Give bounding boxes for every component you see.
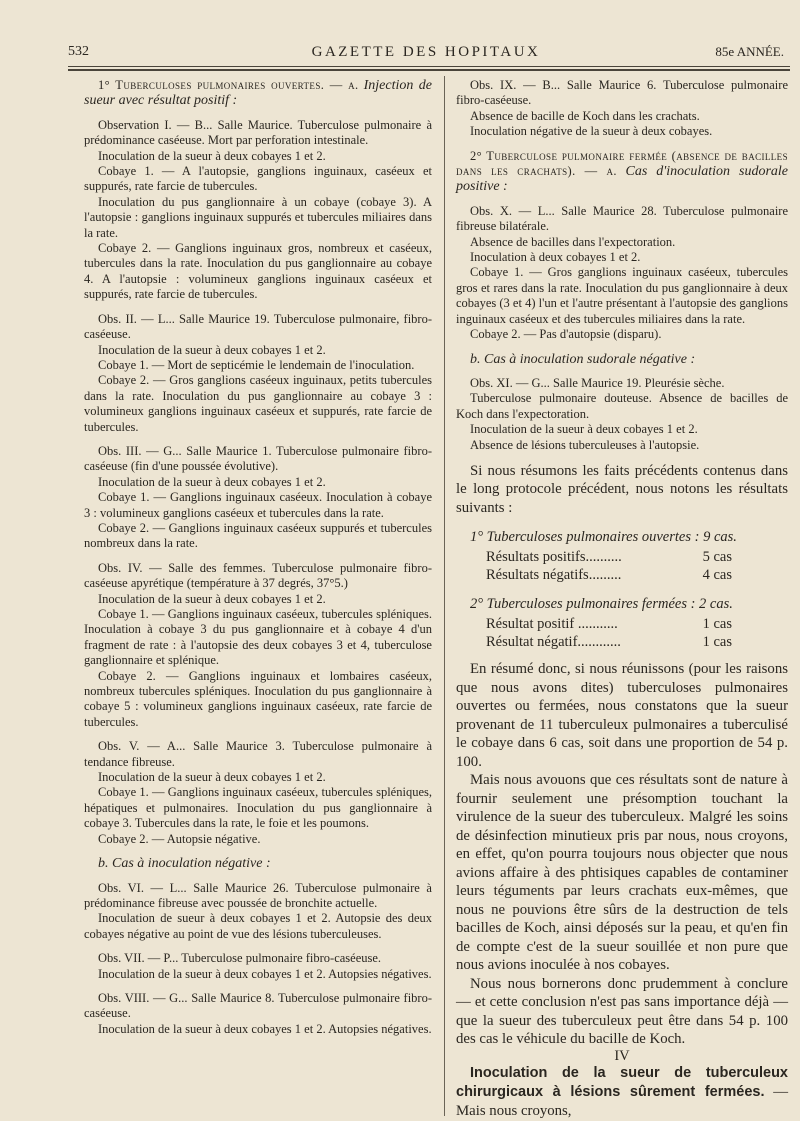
obs1-line: Inoculation du pus ganglionnaire à un cobaye (cobaye 3). A l'autopsie : ganglions inguinaux suppurés et tubercules miliaires dans la rate.: [84, 194, 432, 240]
obs11-heading: Obs. XI. — G... Salle Maurice 19. Pleurésie sèche.: [470, 375, 725, 390]
obs1-line: Cobaye 1. — A l'autopsie, ganglions inguinaux, caséeux et suppurés, rate farcie de tubercules.: [84, 164, 432, 194]
obs10-line: Cobaye 2. — Pas d'autopsie (disparu).: [470, 327, 662, 342]
result-row: [456, 566, 788, 584]
result-label: Résultats négatifs.........: [486, 567, 622, 584]
section1-heading: 1° Tuberculoses pulmonaires ouvertes. — a.: [98, 78, 359, 92]
obs5-heading: Obs. V. — A... Salle Maurice 3. Tuberculose pulmonaire à tendance fibreuse.: [84, 739, 432, 769]
section2-subheading: Cas d'inoculation sudorale positive :: [456, 164, 788, 195]
obs11-line: Absence de lésions tuberculeuses à l'autopsie.: [470, 437, 700, 452]
obs2-line: Cobaye 1. — Mort de septicémie le lendemain de l'inoculation.: [98, 357, 415, 372]
summary-paragraph: Mais nous avouons que ces résultats sont de nature à fournir seulement une présomption touchant la virulence de la sueur des tuberculeux. Malgré les soins de désinfection minutieux pris par nous, nous croyons, en effet, qu'on pourra toujours nous objecter que nous avions affaire à des phtisiques capables de contaminer leurs téguments par leurs crachats eux-mêmes, que nous ne pouvions être sûrs de la destruction de tels bacilles de Koch, ainsi déposés sur la peau, et qu'en fin de compte c'est de la sueur souillée et non pure que nous avions inoculée à nos cobayes.: [456, 772, 788, 974]
obs4-line: Cobaye 2. — Ganglions inguinaux et lombaires caséeux, nombreux tubercules spléniques. Inoculation du pus ganglionnaire à cobaye 5 : volumineux ganglions inguinaux caséeux, rate farcie de tubercules.: [84, 668, 432, 729]
obs7-line: Inoculation de la sueur à deux cobayes 1 et 2. Autopsies négatives.: [98, 966, 432, 981]
obs10-heading: Obs. X. — L... Salle Maurice 28. Tuberculose pulmonaire fibreuse bilatérale.: [456, 203, 788, 234]
obs4-line: Inoculation de la sueur à deux cobayes 1 et 2.: [98, 591, 326, 606]
obs10-line: Inoculation à deux cobayes 1 et 2.: [470, 250, 641, 265]
obs10-line: Absence de bacilles dans l'expectoration.: [470, 234, 676, 249]
obs5-line: Inoculation de la sueur à deux cobayes 1 et 2.: [98, 770, 326, 785]
obs8-line: Inoculation de la sueur à deux cobayes 1 et 2. Autopsies négatives.: [98, 1021, 432, 1036]
summary-paragraph: Nous nous bornerons donc prudemment à conclure — et cette conclusion n'est pas sans importance déjà — que la sueur des tuberculeux peut être dans 54 p. 100 des cas le véhicule du bacille de Koch.: [456, 975, 788, 1048]
column-divider: [444, 76, 445, 1116]
results-closed-heading: 2° Tuberculoses pulmonaires fermées : 2 cas.: [470, 596, 733, 613]
obs3-heading: Obs. III. — G... Salle Maurice 1. Tuberculose pulmonaire fibro-caséeuse (fin d'une poussée évolutive).: [84, 443, 432, 474]
section-b2-heading: b. Cas à inoculation sudorale négative :: [470, 351, 696, 367]
result-label: Résultats positifs..........: [486, 549, 622, 566]
obs6-heading: Obs. VI. — L... Salle Maurice 26. Tuberculose pulmonaire à prédominance fibreuse avec poussée de bronchite actuelle.: [84, 880, 432, 910]
obs9-line: Inoculation négative de la sueur à deux cobayes.: [470, 124, 713, 139]
result-row: [456, 633, 788, 651]
section2-heading: 2° Tuberculose pulmonaire fermée (absence de bacilles dans les crachats). — a.: [456, 148, 788, 179]
journal-title: GAZETTE DES HOPITAUX: [311, 44, 541, 60]
obs4-line: Cobaye 1. — Ganglions inguinaux caséeux, tubercules spléniques. Inoculation à cobaye 3 du pus ganglionnaire et à cobaye 4 d'un fragment de rate : à l'autopsie des deux cobayes 3 et 4, tuberculose ganglionnaire et splénique.: [84, 607, 432, 668]
result-value: 5 cas: [702, 549, 732, 566]
result-row: [456, 615, 788, 633]
result-label: Résultat négatif............: [486, 634, 621, 651]
right-column: [456, 78, 788, 1121]
summary-paragraph: En résumé donc, si nous réunissons (pour les raisons que nous avons dites) tuberculoses pulmonaires ouvertes ou fermées, nous constatons que la sueur provenant de 11 tuberculeux pulmonaires a tuberculisé le cobaye dans 6 cas, soit dans une proportion de 54 p. 100.: [456, 661, 788, 770]
obs2-heading: Obs. II. — L... Salle Maurice 19. Tuberculose pulmonaire, fibro-caséeuse.: [84, 311, 432, 342]
year-label: 85e ANNÉE.: [715, 44, 784, 59]
obs11-line: Inoculation de la sueur à deux cobayes 1 et 2.: [470, 422, 698, 437]
obs5-line: Cobaye 1. — Ganglions inguinaux caséeux, tubercules spléniques, hépatiques et pulmonaires. Inoculation du pus ganglionnaire à cobaye 3. Tubercules dans la rate, le foie et les poumons.: [84, 785, 432, 831]
summary-intro: Si nous résumons les faits précédents contenus dans le long protocole précédent, nous notons les résultats suivants :: [456, 462, 788, 516]
header-rule: [68, 66, 790, 67]
obs9-line: Absence de bacille de Koch dans les crachats.: [470, 108, 700, 123]
results-open-heading: 1° Tuberculoses pulmonaires ouvertes : 9 cas.: [470, 529, 737, 546]
obs6-line: Inoculation de sueur à deux cobayes 1 et 2. Autopsie des deux cobayes négative au point de vue des lésions tuberculeuses.: [84, 911, 432, 941]
result-value: 1 cas: [702, 616, 732, 633]
obs1-heading: Observation I. — B... Salle Maurice. Tuberculose pulmonaire à prédominance caséeuse. Mort par perforation intestinale.: [84, 117, 432, 148]
left-column: [84, 78, 432, 1037]
obs2-line: Inoculation de la sueur à deux cobayes 1 et 2.: [98, 342, 326, 357]
page-header: [68, 44, 784, 66]
section1-subheading: Injection de sueur avec résultat positif :: [84, 78, 433, 109]
obs3-line: Cobaye 1. — Ganglions inguinaux caséeux. Inoculation à cobaye 3 : volumineux ganglions caséeux et tubercules dans la rate.: [84, 490, 432, 520]
obs3-line: Cobaye 2. — Ganglions inguinaux caséeux suppurés et tubercules nombreux dans la rate.: [84, 520, 432, 551]
obs10-line: Cobaye 1. — Gros ganglions inguinaux caséeux, tubercules gros et rares dans la rate. Inoculation du pus ganglionnaire à deux cobayes (3 et 4) l'un et l'autre présentant à l'autopsie des ganglions inguinaux caséeux et des tubercules miliaires dans la rate.: [456, 265, 789, 326]
result-label: Résultat positif ...........: [486, 616, 618, 633]
result-value: 1 cas: [702, 634, 732, 651]
result-row: [456, 548, 788, 566]
section4-heading: Inoculation de la sueur de tuberculeux chirurgicaux à lésions sûrement fermées.: [456, 1065, 788, 1101]
obs11-line: Tuberculose pulmonaire douteuse. Absence de bacilles de Koch dans l'expectoration.: [456, 391, 788, 421]
obs1-line: Inoculation de la sueur à deux cobayes 1 et 2.: [98, 148, 326, 163]
page-number: 532: [68, 44, 89, 59]
section-b-heading: b. Cas à inoculation négative :: [98, 856, 271, 872]
obs4-heading: Obs. IV. — Salle des femmes. Tuberculose pulmonaire fibro-caséeuse apyrétique (température à 37 degrés, 37°5.): [84, 560, 432, 591]
obs7-heading: Obs. VII. — P... Tuberculose pulmonaire fibro-caséeuse.: [98, 951, 382, 966]
obs9-heading: Obs. IX. — B... Salle Maurice 6. Tuberculose pulmonaire fibro-caséeuse.: [456, 78, 788, 108]
header-rule-thick: [68, 69, 790, 71]
result-value: 4 cas: [702, 567, 732, 584]
obs1-line: Cobaye 2. — Ganglions inguinaux gros, nombreux et caséeux, tubercules dans la rate. Inoculation du pus ganglionnaire au cobaye 4. A l'autopsie : volumineux ganglions inguinaux caséeux et suppurés, rate farcie de tubercules.: [84, 241, 432, 302]
obs5-line: Cobaye 2. — Autopsie négative.: [98, 831, 261, 846]
obs8-heading: Obs. VIII. — G... Salle Maurice 8. Tuberculose pulmonaire fibro-caséeuse.: [84, 990, 432, 1021]
obs3-line: Inoculation de la sueur à deux cobayes 1 et 2.: [98, 474, 326, 489]
section-number: IV: [614, 1047, 630, 1064]
obs2-line: Cobaye 2. — Gros ganglions caséeux inguinaux, petits tubercules dans la rate. Inoculation du pus ganglionnaire au cobaye 3 : volumineux ganglions inguinaux caséeux et suppurés, rate farcie de tubercules.: [84, 373, 432, 434]
section4-text: — Mais nous croyons,: [456, 1084, 789, 1120]
